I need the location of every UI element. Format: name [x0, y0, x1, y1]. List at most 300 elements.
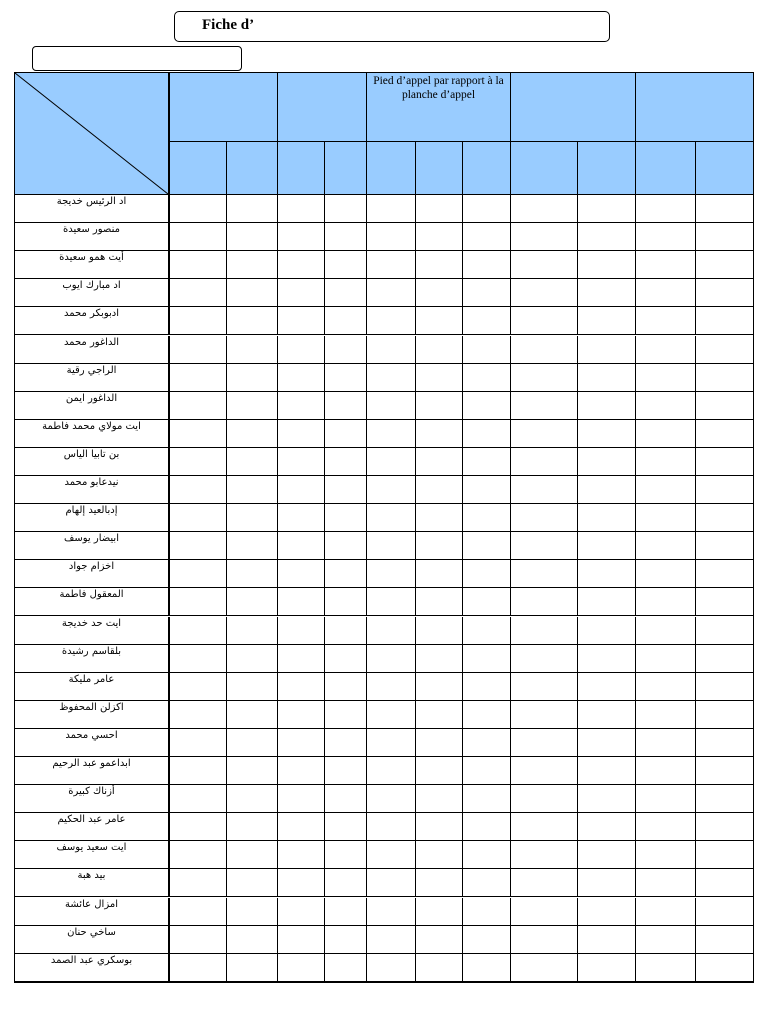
- attendance-cell: [578, 617, 636, 645]
- attendance-cell: [578, 223, 636, 251]
- subtitle-box: [32, 46, 242, 71]
- attendance-cell: [278, 504, 325, 532]
- attendance-cell: [170, 420, 227, 448]
- attendance-cell: [278, 251, 325, 279]
- attendance-cell: [511, 954, 578, 982]
- attendance-cell: [511, 813, 578, 841]
- attendance-cell: [416, 392, 463, 420]
- attendance-cell: [636, 307, 696, 335]
- attendance-cell: [578, 420, 636, 448]
- attendance-cell: [511, 673, 578, 701]
- attendance-cell: [227, 560, 278, 588]
- attendance-cell: [578, 336, 636, 364]
- attendance-cell: [227, 757, 278, 785]
- attendance-cell: [227, 195, 278, 223]
- attendance-cell: [578, 785, 636, 813]
- attendance-cell: [696, 701, 754, 729]
- student-name-cell: امزال عائشة: [15, 898, 170, 926]
- attendance-cell: [416, 841, 463, 869]
- attendance-cell: [170, 560, 227, 588]
- attendance-cell: [367, 617, 416, 645]
- attendance-cell: [367, 195, 416, 223]
- attendance-cell: [367, 364, 416, 392]
- attendance-cell: [511, 336, 578, 364]
- attendance-cell: [227, 785, 278, 813]
- attendance-cell: [696, 645, 754, 673]
- attendance-cell: [367, 645, 416, 673]
- attendance-cell: [325, 420, 367, 448]
- attendance-cell: [367, 701, 416, 729]
- attendance-cell: [696, 392, 754, 420]
- attendance-cell: [696, 729, 754, 757]
- attendance-cell: [325, 364, 367, 392]
- attendance-cell: [367, 785, 416, 813]
- attendance-cell: [636, 195, 696, 223]
- attendance-cell: [511, 645, 578, 673]
- attendance-cell: [696, 757, 754, 785]
- attendance-cell: [636, 392, 696, 420]
- attendance-cell: [463, 588, 511, 616]
- attendance-cell: [227, 954, 278, 982]
- attendance-cell: [463, 364, 511, 392]
- attendance-cell: [416, 785, 463, 813]
- header-subcolumn-cell: [367, 142, 416, 195]
- attendance-cell: [416, 307, 463, 335]
- attendance-cell: [278, 364, 325, 392]
- attendance-cell: [578, 251, 636, 279]
- attendance-cell: [578, 448, 636, 476]
- attendance-cell: [227, 588, 278, 616]
- attendance-cell: [367, 476, 416, 504]
- attendance-cell: [636, 729, 696, 757]
- attendance-cell: [227, 673, 278, 701]
- attendance-cell: [696, 504, 754, 532]
- student-name-cell: أزناك كبيرة: [15, 785, 170, 813]
- attendance-cell: [463, 336, 511, 364]
- attendance-cell: [416, 420, 463, 448]
- student-name-cell: ابداعمو عبد الرحيم: [15, 757, 170, 785]
- student-name-cell: اخزام جواد: [15, 560, 170, 588]
- attendance-cell: [278, 617, 325, 645]
- attendance-cell: [227, 420, 278, 448]
- attendance-cell: [511, 926, 578, 954]
- attendance-cell: [325, 588, 367, 616]
- attendance-cell: [227, 448, 278, 476]
- student-name-cell: بيد هبة: [15, 869, 170, 897]
- attendance-cell: [367, 729, 416, 757]
- attendance-cell: [325, 701, 367, 729]
- attendance-cell: [367, 954, 416, 982]
- attendance-cell: [636, 869, 696, 897]
- attendance-cell: [463, 673, 511, 701]
- attendance-cell: [367, 532, 416, 560]
- attendance-cell: [578, 392, 636, 420]
- attendance-cell: [578, 673, 636, 701]
- attendance-cell: [278, 476, 325, 504]
- attendance-cell: [636, 757, 696, 785]
- attendance-cell: [227, 307, 278, 335]
- attendance-cell: [325, 729, 367, 757]
- attendance-cell: [278, 588, 325, 616]
- attendance-cell: [170, 757, 227, 785]
- attendance-cell: [511, 757, 578, 785]
- attendance-cell: [367, 757, 416, 785]
- attendance-cell: [463, 504, 511, 532]
- student-name-cell: اكزلن المحفوظ: [15, 701, 170, 729]
- attendance-cell: [636, 785, 696, 813]
- attendance-cell: [278, 813, 325, 841]
- attendance-cell: [578, 645, 636, 673]
- attendance-cell: [578, 701, 636, 729]
- attendance-cell: [696, 954, 754, 982]
- attendance-cell: [511, 504, 578, 532]
- attendance-cell: [278, 757, 325, 785]
- header-subcolumn-cell: [170, 142, 227, 195]
- attendance-cell: [416, 617, 463, 645]
- attendance-cell: [696, 588, 754, 616]
- header-subcolumn-cell: [463, 142, 511, 195]
- attendance-cell: [463, 645, 511, 673]
- attendance-cell: [416, 701, 463, 729]
- attendance-cell: [511, 729, 578, 757]
- attendance-cell: [416, 195, 463, 223]
- attendance-cell: [416, 476, 463, 504]
- attendance-cell: [578, 954, 636, 982]
- attendance-cell: [278, 673, 325, 701]
- attendance-cell: [416, 223, 463, 251]
- attendance-cell: [416, 898, 463, 926]
- attendance-cell: [170, 729, 227, 757]
- attendance-cell: [416, 954, 463, 982]
- attendance-cell: [278, 645, 325, 673]
- attendance-cell: [416, 926, 463, 954]
- attendance-cell: [367, 336, 416, 364]
- attendance-cell: [325, 898, 367, 926]
- attendance-cell: [278, 898, 325, 926]
- header-group-cell: [636, 73, 754, 142]
- attendance-cell: [278, 532, 325, 560]
- attendance-cell: [227, 841, 278, 869]
- attendance-cell: [278, 701, 325, 729]
- student-name-cell: ايت مولاي محمد فاطمة: [15, 420, 170, 448]
- student-name-cell: ساخي حنان: [15, 926, 170, 954]
- header-subcolumn-cell: [511, 142, 578, 195]
- attendance-cell: [511, 701, 578, 729]
- attendance-cell: [227, 279, 278, 307]
- attendance-cell: [170, 532, 227, 560]
- attendance-cell: [227, 729, 278, 757]
- attendance-cell: [227, 364, 278, 392]
- header-group-cell: [367, 73, 511, 142]
- attendance-cell: [227, 645, 278, 673]
- attendance-cell: [463, 813, 511, 841]
- student-name-cell: المعقول فاطمة: [15, 588, 170, 616]
- student-name-cell: اد مبارك ايوب: [15, 279, 170, 307]
- attendance-cell: [416, 251, 463, 279]
- attendance-cell: [463, 560, 511, 588]
- attendance-cell: [325, 336, 367, 364]
- attendance-cell: [227, 504, 278, 532]
- attendance-cell: [696, 279, 754, 307]
- attendance-cell: [170, 617, 227, 645]
- corner-diagonal: [15, 73, 168, 194]
- attendance-cell: [511, 307, 578, 335]
- attendance-cell: [463, 701, 511, 729]
- attendance-cell: [278, 195, 325, 223]
- attendance-cell: [696, 841, 754, 869]
- attendance-cell: [416, 336, 463, 364]
- attendance-cell: [367, 504, 416, 532]
- header-subcolumn-cell: [416, 142, 463, 195]
- attendance-cell: [463, 420, 511, 448]
- header-group-cell: [511, 73, 636, 142]
- attendance-cell: [170, 813, 227, 841]
- attendance-cell: [325, 504, 367, 532]
- attendance-cell: [636, 813, 696, 841]
- attendance-cell: [416, 279, 463, 307]
- student-name-cell: منصور سعيدة: [15, 223, 170, 251]
- attendance-cell: [170, 476, 227, 504]
- title-box: [174, 11, 610, 42]
- attendance-cell: [367, 898, 416, 926]
- attendance-cell: [325, 869, 367, 897]
- attendance-cell: [367, 223, 416, 251]
- attendance-cell: [463, 223, 511, 251]
- attendance-cell: [463, 785, 511, 813]
- attendance-cell: [325, 617, 367, 645]
- attendance-cell: [636, 673, 696, 701]
- attendance-cell: [227, 251, 278, 279]
- attendance-cell: [170, 785, 227, 813]
- student-name-cell: الداغور محمد: [15, 336, 170, 364]
- attendance-cell: [636, 588, 696, 616]
- attendance-cell: [227, 532, 278, 560]
- attendance-cell: [511, 869, 578, 897]
- header-subcolumn-cell: [227, 142, 278, 195]
- attendance-cell: [578, 364, 636, 392]
- attendance-cell: [227, 617, 278, 645]
- student-name-cell: بوسكري عبد الصمد: [15, 954, 170, 982]
- student-name-cell: ايت حد خديجة: [15, 617, 170, 645]
- header-subcolumn-cell: [696, 142, 754, 195]
- attendance-cell: [696, 336, 754, 364]
- attendance-cell: [511, 279, 578, 307]
- attendance-cell: [278, 448, 325, 476]
- attendance-cell: [511, 223, 578, 251]
- attendance-cell: [578, 476, 636, 504]
- attendance-cell: [367, 307, 416, 335]
- attendance-cell: [278, 279, 325, 307]
- attendance-cell: [463, 926, 511, 954]
- attendance-cell: [170, 898, 227, 926]
- attendance-cell: [511, 785, 578, 813]
- attendance-cell: [578, 841, 636, 869]
- attendance-cell: [636, 841, 696, 869]
- header-group-label: Pied d’appel par rapport à la planche d’appel: [373, 75, 504, 101]
- attendance-cell: [170, 588, 227, 616]
- attendance-cell: [463, 251, 511, 279]
- attendance-cell: [278, 307, 325, 335]
- attendance-cell: [636, 251, 696, 279]
- attendance-cell: [696, 251, 754, 279]
- attendance-cell: [416, 869, 463, 897]
- attendance-cell: [278, 420, 325, 448]
- student-name-cell: الداغور ايمن: [15, 392, 170, 420]
- attendance-cell: [416, 673, 463, 701]
- attendance-cell: [463, 869, 511, 897]
- attendance-cell: [578, 926, 636, 954]
- attendance-cell: [325, 645, 367, 673]
- header-group-cell: [170, 73, 278, 142]
- attendance-cell: [511, 392, 578, 420]
- attendance-cell: [463, 532, 511, 560]
- attendance-cell: [511, 532, 578, 560]
- attendance-cell: [636, 898, 696, 926]
- page-title: Fiche d’: [202, 17, 255, 33]
- attendance-cell: [325, 476, 367, 504]
- attendance-cell: [278, 392, 325, 420]
- attendance-cell: [278, 954, 325, 982]
- attendance-cell: [463, 476, 511, 504]
- attendance-cell: [696, 898, 754, 926]
- attendance-cell: [170, 504, 227, 532]
- attendance-cell: [636, 617, 696, 645]
- attendance-cell: [170, 336, 227, 364]
- attendance-cell: [696, 869, 754, 897]
- corner-cell: [15, 73, 170, 195]
- attendance-cell: [696, 476, 754, 504]
- attendance-cell: [463, 954, 511, 982]
- attendance-cell: [367, 673, 416, 701]
- student-name-cell: بن تابيا الياس: [15, 448, 170, 476]
- attendance-cell: [696, 617, 754, 645]
- attendance-cell: [578, 869, 636, 897]
- attendance-cell: [463, 448, 511, 476]
- attendance-cell: [278, 560, 325, 588]
- attendance-cell: [325, 195, 367, 223]
- attendance-cell: [463, 757, 511, 785]
- attendance-cell: [170, 926, 227, 954]
- attendance-cell: [367, 279, 416, 307]
- attendance-cell: [636, 420, 696, 448]
- attendance-cell: [416, 560, 463, 588]
- attendance-cell: [278, 223, 325, 251]
- attendance-cell: [696, 420, 754, 448]
- attendance-cell: [170, 392, 227, 420]
- attendance-cell: [463, 729, 511, 757]
- attendance-cell: [636, 532, 696, 560]
- attendance-cell: [511, 588, 578, 616]
- attendance-cell: [696, 195, 754, 223]
- attendance-cell: [636, 279, 696, 307]
- attendance-cell: [416, 757, 463, 785]
- attendance-cell: [170, 645, 227, 673]
- attendance-cell: [696, 532, 754, 560]
- attendance-cell: [578, 813, 636, 841]
- attendance-cell: [367, 813, 416, 841]
- attendance-cell: [227, 476, 278, 504]
- attendance-cell: [325, 223, 367, 251]
- attendance-cell: [325, 841, 367, 869]
- attendance-cell: [578, 588, 636, 616]
- attendance-cell: [578, 504, 636, 532]
- attendance-cell: [227, 392, 278, 420]
- student-name-cell: ادبوبكر محمد: [15, 307, 170, 335]
- attendance-cell: [325, 251, 367, 279]
- attendance-cell: [170, 195, 227, 223]
- student-name-cell: الراجي رقية: [15, 364, 170, 392]
- attendance-cell: [416, 588, 463, 616]
- attendance-cell: [511, 251, 578, 279]
- attendance-cell: [511, 841, 578, 869]
- header-group-cell: [278, 73, 367, 142]
- attendance-cell: [278, 869, 325, 897]
- attendance-cell: [636, 926, 696, 954]
- attendance-cell: [636, 476, 696, 504]
- attendance-cell: [278, 336, 325, 364]
- attendance-cell: [511, 420, 578, 448]
- attendance-cell: [227, 223, 278, 251]
- attendance-cell: [696, 560, 754, 588]
- attendance-cell: [696, 926, 754, 954]
- attendance-cell: [227, 898, 278, 926]
- attendance-cell: [463, 617, 511, 645]
- attendance-cell: [278, 841, 325, 869]
- attendance-cell: [463, 898, 511, 926]
- attendance-cell: [636, 336, 696, 364]
- student-name-cell: احسي محمد: [15, 729, 170, 757]
- attendance-cell: [416, 504, 463, 532]
- student-name-cell: أيت همو سعيدة: [15, 251, 170, 279]
- attendance-cell: [325, 279, 367, 307]
- attendance-cell: [170, 869, 227, 897]
- attendance-cell: [463, 279, 511, 307]
- attendance-cell: [325, 307, 367, 335]
- attendance-cell: [696, 364, 754, 392]
- attendance-cell: [325, 954, 367, 982]
- attendance-cell: [416, 364, 463, 392]
- student-name-cell: ايت سعيد يوسف: [15, 841, 170, 869]
- header-subcolumn-cell: [325, 142, 367, 195]
- attendance-cell: [325, 813, 367, 841]
- attendance-cell: [325, 785, 367, 813]
- attendance-cell: [227, 926, 278, 954]
- attendance-cell: [367, 420, 416, 448]
- attendance-cell: [416, 729, 463, 757]
- attendance-cell: [170, 251, 227, 279]
- attendance-cell: [367, 588, 416, 616]
- attendance-cell: [278, 926, 325, 954]
- attendance-cell: [325, 926, 367, 954]
- attendance-cell: [463, 307, 511, 335]
- attendance-cell: [578, 757, 636, 785]
- attendance-cell: [636, 645, 696, 673]
- attendance-cell: [511, 617, 578, 645]
- attendance-cell: [696, 673, 754, 701]
- attendance-cell: [416, 532, 463, 560]
- attendance-cell: [367, 392, 416, 420]
- attendance-cell: [636, 448, 696, 476]
- attendance-cell: [367, 251, 416, 279]
- attendance-cell: [578, 532, 636, 560]
- attendance-cell: [463, 841, 511, 869]
- attendance-cell: [170, 954, 227, 982]
- attendance-cell: [325, 392, 367, 420]
- attendance-cell: [170, 701, 227, 729]
- attendance-grid: [14, 72, 754, 983]
- attendance-cell: [696, 307, 754, 335]
- attendance-cell: [511, 448, 578, 476]
